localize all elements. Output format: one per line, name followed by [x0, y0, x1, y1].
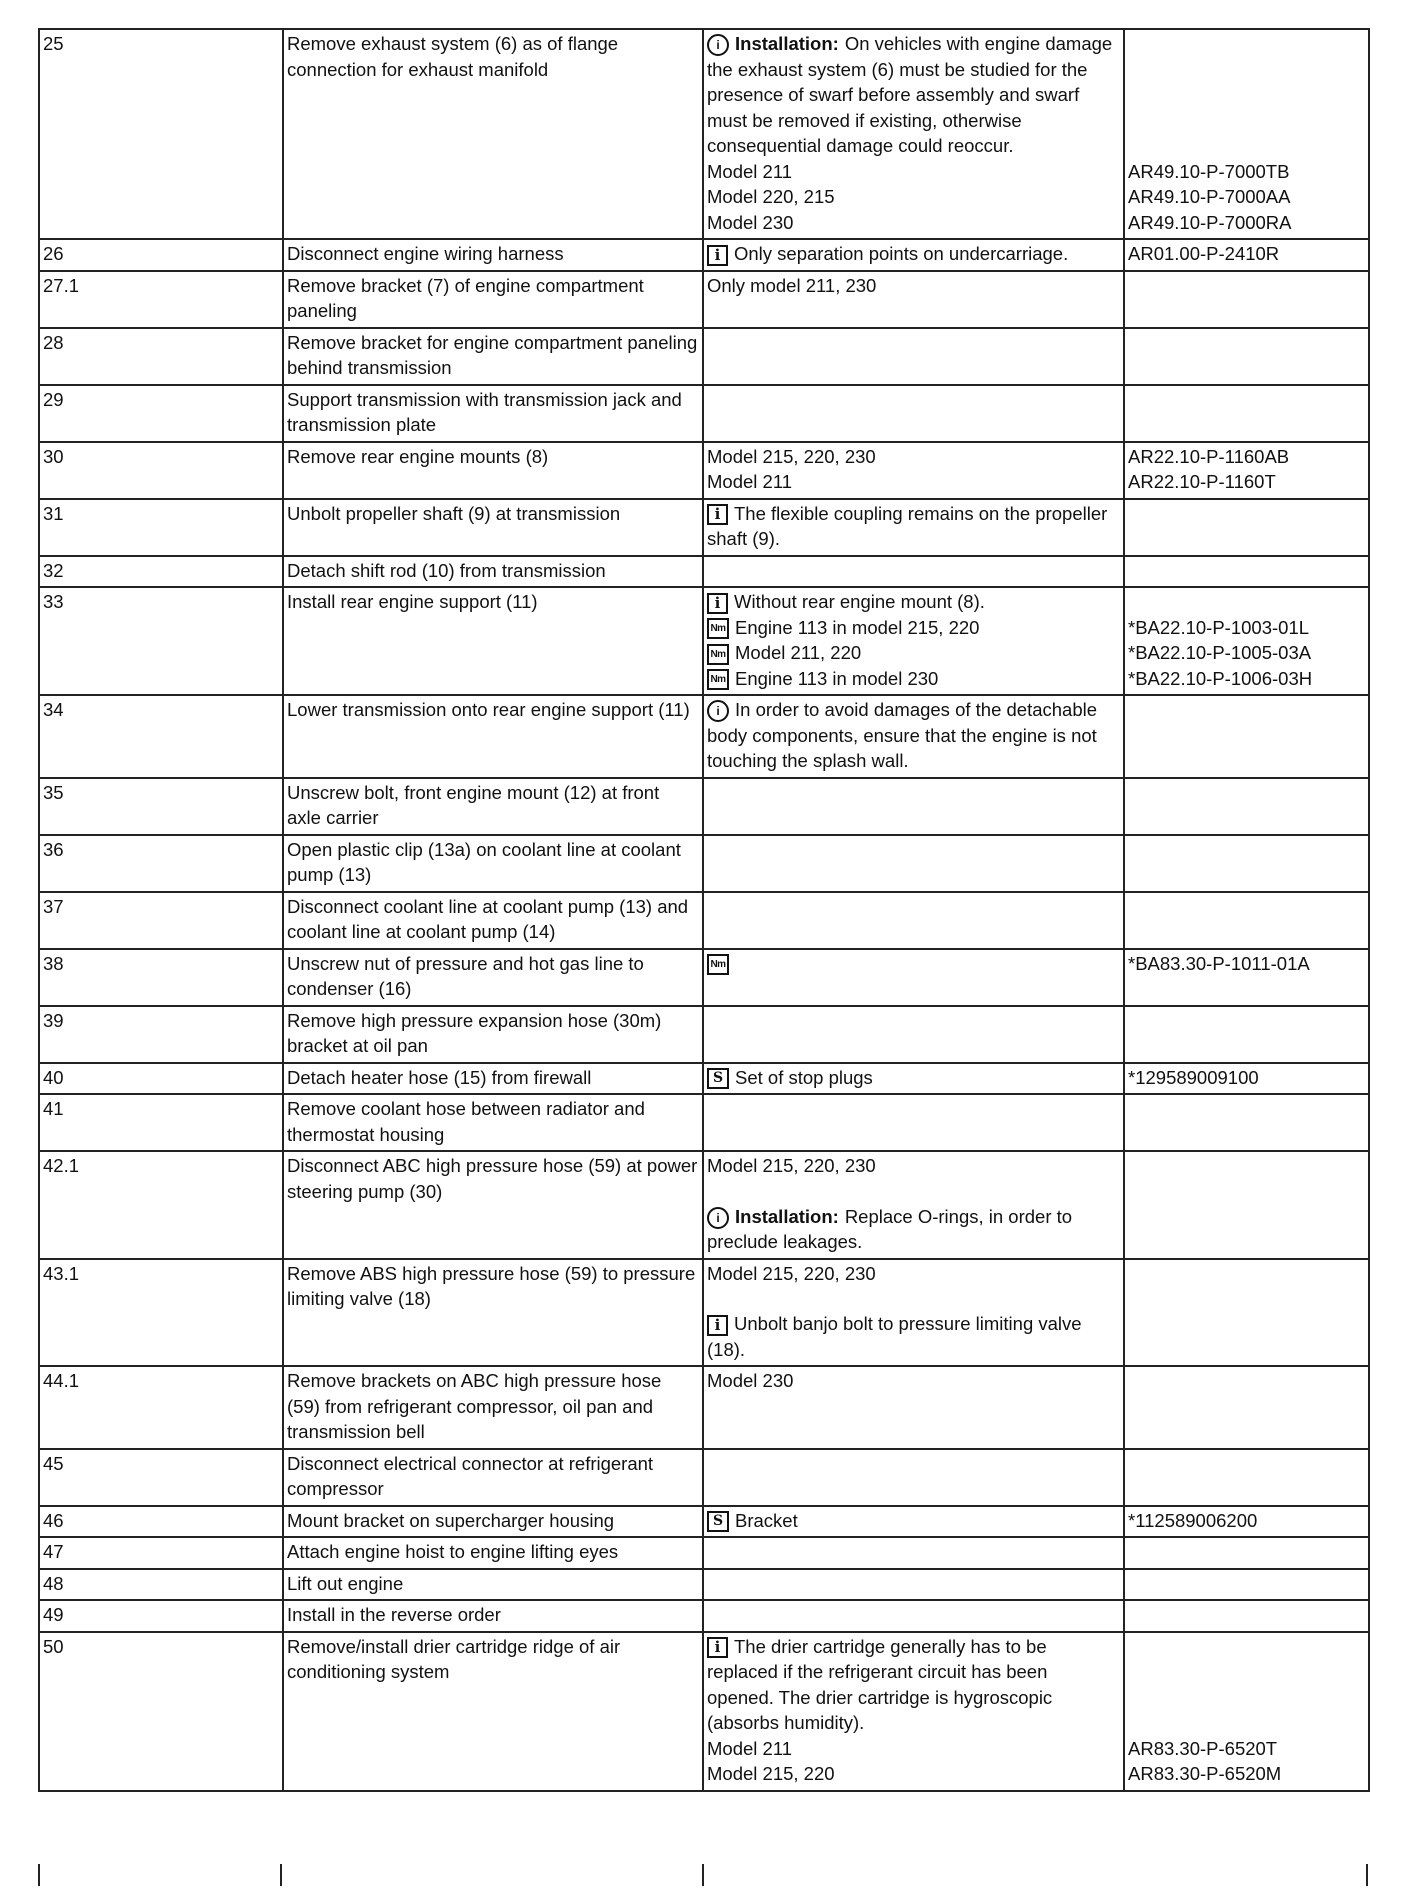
document-reference: *BA22.10-P-1005-03A: [1128, 642, 1312, 663]
reference-cell: [1124, 892, 1369, 949]
table-border-fragment: [280, 1864, 282, 1886]
operation-text: Detach heater hose (15) from firewall: [283, 1063, 703, 1095]
note-line: [707, 159, 1119, 185]
note-cell: [703, 239, 1124, 271]
info-icon: i: [707, 245, 728, 266]
note-text: Model 220, 215: [707, 186, 835, 207]
note-line: [707, 1065, 1119, 1091]
document-reference: [1128, 501, 1364, 552]
note-cell: [703, 1600, 1124, 1632]
note-text: Bracket: [735, 1509, 798, 1531]
step-number: 31: [39, 499, 283, 556]
note-cell: [703, 556, 1124, 588]
reference-cell: [1124, 587, 1369, 695]
table-row: [39, 1366, 1369, 1449]
note-text: Only separation points on undercarriage.: [734, 243, 1069, 264]
document-reference: *BA22.10-P-1006-03H: [1128, 667, 1313, 689]
operation-text: Lower transmission onto rear engine support (11): [283, 695, 703, 778]
note-cell: [703, 1094, 1124, 1151]
step-number: 48: [39, 1569, 283, 1601]
operation-text: Remove bracket (7) of engine compartment paneling: [283, 271, 703, 328]
note-line: [707, 469, 1119, 495]
note-cell: [703, 778, 1124, 835]
note-text: Unbolt banjo bolt to pressure limiting valve (18).: [707, 1313, 1082, 1360]
note-cell: [703, 587, 1124, 695]
operation-text: Attach engine hoist to engine lifting eyes: [283, 1537, 703, 1569]
table-row: [39, 385, 1369, 442]
note-text: Model 211, 220: [735, 642, 862, 663]
operation-text: Disconnect electrical connector at refrigerant compressor: [283, 1449, 703, 1506]
step-number: 37: [39, 892, 283, 949]
document-reference: [1128, 1261, 1364, 1287]
reference-cell: [1124, 1537, 1369, 1569]
reference-cell: [1124, 1366, 1369, 1449]
spacer: [1128, 1179, 1364, 1204]
table-row: [39, 499, 1369, 556]
note-line: [707, 1508, 1119, 1534]
note-line: [707, 273, 1119, 299]
note-text: Model 215, 220, 230: [707, 445, 876, 467]
step-number: 49: [39, 1600, 283, 1632]
note-line: [707, 241, 1119, 267]
note-line: [707, 666, 1119, 692]
step-number: 32: [39, 556, 283, 588]
step-number: 34: [39, 695, 283, 778]
operation-text: Install rear engine support (11): [283, 587, 703, 695]
note-line: [707, 184, 1119, 210]
note-line: [707, 589, 1119, 615]
document-reference: *BA22.10-P-1003-01L: [1128, 616, 1310, 638]
document-reference: [1128, 1634, 1364, 1736]
reference-cell: [1124, 271, 1369, 328]
note-cell: [703, 499, 1124, 556]
note-line: [707, 1261, 1119, 1287]
note-cell: [703, 29, 1124, 239]
document-reference: *129589009100: [1128, 1066, 1259, 1088]
step-number: 30: [39, 442, 283, 499]
operation-text: Mount bracket on supercharger housing: [283, 1506, 703, 1538]
document-reference: *BA83.30-P-1011-01A: [1128, 952, 1310, 974]
document-reference: AR83.30-P-6520T: [1128, 1737, 1278, 1759]
table-row: [39, 556, 1369, 588]
info-icon: i: [707, 1637, 728, 1658]
document-reference: [1128, 31, 1364, 159]
nm-icon: Nm: [707, 669, 729, 690]
info-icon: i: [707, 1315, 728, 1336]
note-label: Installation:: [735, 33, 839, 54]
note-line: [707, 31, 1119, 159]
note-cell: [703, 442, 1124, 499]
reference-cell: [1124, 385, 1369, 442]
nm-icon: Nm: [707, 954, 729, 975]
table-row: [39, 1600, 1369, 1632]
table-row: [39, 892, 1369, 949]
step-number: 39: [39, 1006, 283, 1063]
note-cell: [703, 1151, 1124, 1259]
step-number: 33: [39, 587, 283, 695]
document-reference: [1128, 1153, 1364, 1179]
operation-text: Remove brackets on ABC high pressure hose (59) from refrigerant compressor, oil pan and transmission bell: [283, 1366, 703, 1449]
operation-text: Disconnect ABC high pressure hose (59) at power steering pump (30): [283, 1151, 703, 1259]
operation-text: Unscrew bolt, front engine mount (12) at front axle carrier: [283, 778, 703, 835]
note-line: [707, 444, 1119, 470]
operation-text: Remove bracket for engine compartment paneling behind transmission: [283, 328, 703, 385]
reference-cell: [1124, 1006, 1369, 1063]
reference-cell: [1124, 1600, 1369, 1632]
nm-icon: Nm: [707, 618, 729, 639]
step-number: 40: [39, 1063, 283, 1095]
note-cell: [703, 1632, 1124, 1791]
repair-procedure-document: [38, 28, 1368, 1792]
note-text: The drier cartridge generally has to be replaced if the refrigerant circuit has been opened. The drier cartridge is hygroscopic (absorbs humidity).: [707, 1635, 1053, 1733]
step-number: 25: [39, 29, 283, 239]
spacer: [707, 1286, 1119, 1311]
spacer: [707, 1179, 1119, 1204]
table-row: [39, 328, 1369, 385]
table-row: [39, 1506, 1369, 1538]
nm-icon: Nm: [707, 644, 729, 665]
note-line: [707, 501, 1119, 552]
info-icon: i: [707, 593, 728, 614]
step-number: 35: [39, 778, 283, 835]
document-reference: AR49.10-P-7000AA: [1128, 186, 1291, 207]
step-number: 45: [39, 1449, 283, 1506]
operation-text: Remove coolant hose between radiator and thermostat housing: [283, 1094, 703, 1151]
document-reference: AR22.10-P-1160T: [1128, 471, 1276, 492]
document-reference: *112589006200: [1128, 1509, 1258, 1531]
note-text: Only model 211, 230: [707, 274, 877, 296]
operation-text: Support transmission with transmission jack and transmission plate: [283, 385, 703, 442]
note-cell: [703, 385, 1124, 442]
operation-text: Open plastic clip (13a) on coolant line at coolant pump (13): [283, 835, 703, 892]
note-cell: [703, 835, 1124, 892]
reference-cell: [1124, 1063, 1369, 1095]
note-line: [707, 210, 1119, 236]
table-row: [39, 949, 1369, 1006]
table-row: [39, 1259, 1369, 1367]
table-border-fragment: [1366, 1864, 1368, 1886]
reference-cell: [1124, 695, 1369, 778]
note-cell: [703, 1537, 1124, 1569]
step-number: 43.1: [39, 1259, 283, 1367]
table-border-fragment: [38, 1864, 40, 1886]
document-reference: [1128, 1204, 1364, 1255]
step-number: 50: [39, 1632, 283, 1791]
reference-cell: [1124, 949, 1369, 1006]
step-number: 28: [39, 328, 283, 385]
note-cell: [703, 892, 1124, 949]
reference-cell: [1124, 29, 1369, 239]
note-text: Engine 113 in model 230: [735, 667, 939, 689]
note-cell: [703, 1366, 1124, 1449]
reference-cell: [1124, 1259, 1369, 1367]
note-text: Model 211: [707, 160, 793, 182]
reference-cell: [1124, 239, 1369, 271]
table-row: [39, 1632, 1369, 1791]
tool-icon: S: [707, 1511, 729, 1532]
note-text: In order to avoid damages of the detachable body components, ensure that the engine is not touching the splash wall.: [707, 699, 1098, 771]
operation-text: Remove/install drier cartridge ridge of air conditioning system: [283, 1632, 703, 1791]
note-line: [707, 1204, 1119, 1255]
reference-cell: [1124, 1094, 1369, 1151]
reference-cell: [1124, 835, 1369, 892]
document-reference: AR49.10-P-7000TB: [1128, 160, 1290, 182]
note-cell: [703, 1063, 1124, 1095]
reference-cell: [1124, 1569, 1369, 1601]
note-line: [707, 1311, 1119, 1362]
reference-cell: [1124, 1151, 1369, 1259]
document-reference: AR83.30-P-6520M: [1128, 1763, 1282, 1784]
note-line: [707, 615, 1119, 641]
document-reference: [1128, 1368, 1364, 1394]
document-reference: AR22.10-P-1160AB: [1128, 445, 1290, 467]
installation-icon: i: [707, 34, 729, 56]
table-row: [39, 1537, 1369, 1569]
table-row: [39, 1063, 1369, 1095]
table-row: [39, 778, 1369, 835]
table-row: [39, 1006, 1369, 1063]
step-number: 44.1: [39, 1366, 283, 1449]
note-cell: [703, 328, 1124, 385]
document-reference: [1128, 1311, 1364, 1362]
tool-icon: S: [707, 1068, 729, 1089]
table-row: [39, 1569, 1369, 1601]
document-reference: [1128, 273, 1364, 299]
spacer: [1128, 1286, 1364, 1311]
operation-text: Detach shift rod (10) from transmission: [283, 556, 703, 588]
note-cell: [703, 1569, 1124, 1601]
document-reference: [1128, 697, 1364, 774]
note-cell: [703, 1506, 1124, 1538]
note-cell: [703, 1449, 1124, 1506]
table-row: [39, 1094, 1369, 1151]
table-border-fragment: [702, 1864, 704, 1886]
reference-cell: [1124, 499, 1369, 556]
note-cell: [703, 695, 1124, 778]
note-cell: [703, 949, 1124, 1006]
note-text: Replace O-rings, in order to preclude leakages.: [707, 1205, 1073, 1252]
operation-text: Remove exhaust system (6) as of flange connection for exhaust manifold: [283, 29, 703, 239]
note-text: Model 215, 220, 230: [707, 1262, 876, 1284]
note-line: [707, 951, 1119, 977]
installation-icon: i: [707, 1207, 729, 1229]
note-text: Engine 113 in model 215, 220: [735, 616, 980, 638]
reference-cell: [1124, 1449, 1369, 1506]
table-row: [39, 1449, 1369, 1506]
table-row: [39, 442, 1369, 499]
operation-text: Lift out engine: [283, 1569, 703, 1601]
procedure-table: [38, 28, 1370, 1792]
note-text: Model 230: [707, 211, 794, 233]
note-cell: [703, 271, 1124, 328]
reference-cell: [1124, 556, 1369, 588]
step-number: 47: [39, 1537, 283, 1569]
step-number: 46: [39, 1506, 283, 1538]
operation-text: Disconnect coolant line at coolant pump (13) and coolant line at coolant pump (14): [283, 892, 703, 949]
info-icon: i: [707, 504, 728, 525]
note-line: [707, 697, 1119, 774]
table-row: [39, 695, 1369, 778]
note-cell: [703, 1259, 1124, 1367]
document-reference: AR49.10-P-7000RA: [1128, 211, 1292, 233]
reference-cell: [1124, 442, 1369, 499]
step-number: 36: [39, 835, 283, 892]
note-text: Model 211: [707, 1737, 793, 1759]
note-line: [707, 1761, 1119, 1787]
note-text: Model 230: [707, 1370, 794, 1391]
step-number: 27.1: [39, 271, 283, 328]
note-text: Model 215, 220, 230: [707, 1155, 876, 1176]
table-row: [39, 239, 1369, 271]
document-reference: [1128, 589, 1364, 615]
note-label: Installation:: [735, 1205, 839, 1227]
operation-text: Remove rear engine mounts (8): [283, 442, 703, 499]
note-line: [707, 1634, 1119, 1736]
note-line: [707, 1368, 1119, 1394]
note-text: The flexible coupling remains on the propeller shaft (9).: [707, 502, 1108, 549]
note-text: On vehicles with engine damage the exhaust system (6) must be studied for the presence of swarf before assembly and swarf must be removed if existing, otherwise consequential damage could reoccur.: [707, 33, 1113, 156]
note-cell: [703, 1006, 1124, 1063]
reference-cell: [1124, 328, 1369, 385]
step-number: 42.1: [39, 1151, 283, 1259]
note-line: [707, 1736, 1119, 1762]
step-number: 26: [39, 239, 283, 271]
table-row: [39, 835, 1369, 892]
reference-cell: [1124, 1506, 1369, 1538]
reference-cell: [1124, 1632, 1369, 1791]
table-row: [39, 1151, 1369, 1259]
note-line: [707, 1153, 1119, 1179]
note-text: Without rear engine mount (8).: [734, 591, 985, 612]
step-number: 38: [39, 949, 283, 1006]
table-row: [39, 29, 1369, 239]
operation-text: Unbolt propeller shaft (9) at transmission: [283, 499, 703, 556]
note-text: Model 215, 220: [707, 1763, 835, 1784]
document-reference: AR01.00-P-2410R: [1128, 243, 1280, 264]
installation-icon: i: [707, 700, 729, 722]
table-row: [39, 271, 1369, 328]
step-number: 41: [39, 1094, 283, 1151]
table-row: [39, 587, 1369, 695]
operation-text: Unscrew nut of pressure and hot gas line to condenser (16): [283, 949, 703, 1006]
note-text: Model 211: [707, 471, 793, 492]
operation-text: Disconnect engine wiring harness: [283, 239, 703, 271]
operation-text: Remove ABS high pressure hose (59) to pressure limiting valve (18): [283, 1259, 703, 1367]
reference-cell: [1124, 778, 1369, 835]
note-text: Set of stop plugs: [735, 1066, 873, 1088]
step-number: 29: [39, 385, 283, 442]
note-line: [707, 640, 1119, 666]
operation-text: Install in the reverse order: [283, 1600, 703, 1632]
operation-text: Remove high pressure expansion hose (30m) bracket at oil pan: [283, 1006, 703, 1063]
